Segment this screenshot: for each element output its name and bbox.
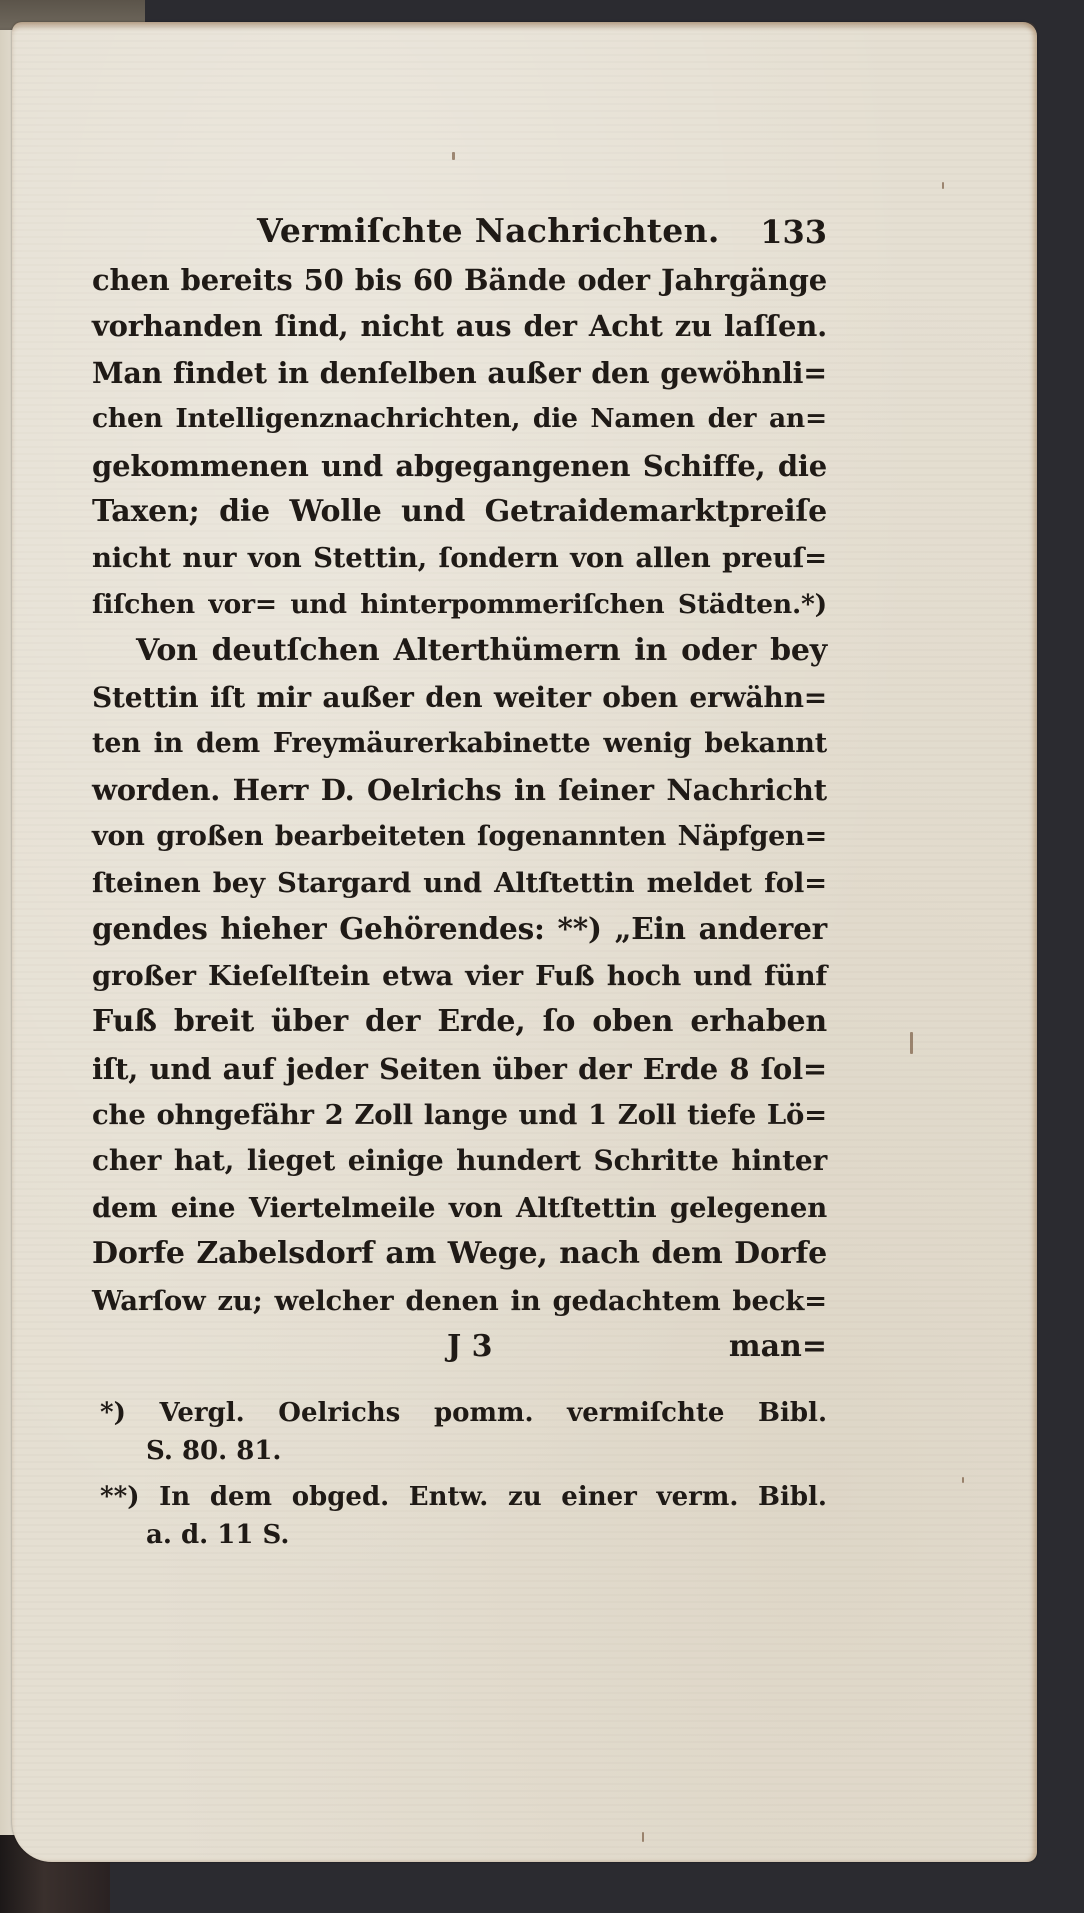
footnote-line: a. d. 11 S. xyxy=(146,1519,290,1550)
text-line: großer Kieſelſtein etwa vier Fuß hoch und fünf xyxy=(92,959,827,992)
footnote-line: *) Vergl. Oelrichs pomm. vermiſchte Bibl. xyxy=(100,1397,827,1428)
text-line: Dorfe Zabelsdorf am Wege, nach dem Dorfe xyxy=(92,1236,827,1272)
paragraph-start-line: Von deutſchen Alterthümern in oder bey xyxy=(136,633,827,669)
text-line: ten in dem Freymäurerkabinette wenig bekannt xyxy=(92,727,827,759)
text-line: Stettin iſt mir außer den weiter oben erwähn= xyxy=(92,680,827,714)
text-line: iſt, und auf jeder Seiten über der Erde 8 ſol= xyxy=(92,1051,827,1086)
text-line: vorhanden ſind, nicht aus der Acht zu laſſen. xyxy=(92,309,827,344)
body-text xyxy=(92,257,827,1324)
text-line: gendes hieher Gehörendes: **) „Ein anderer xyxy=(92,911,827,947)
paper-speck xyxy=(962,1477,964,1483)
text-line: dem eine Viertelmeile von Altſtettin gelegenen xyxy=(92,1191,827,1224)
catchline xyxy=(92,1324,827,1370)
text-line: nicht nur von Stettin, ſondern von allen preuſ= xyxy=(92,542,827,575)
text-line: ſteinen bey Stargard und Altſtettin meldet fol= xyxy=(92,867,827,900)
footnote-line: **) In dem obged. Entw. zu einer verm. Bibl. xyxy=(100,1481,827,1512)
text-line: Taxen; die Wolle und Getraidemarktpreiſe xyxy=(92,493,827,529)
text-line: Man findet in denſelben außer den gewöhnli= xyxy=(92,355,827,390)
book-page xyxy=(12,22,1037,1862)
paper-speck xyxy=(910,1032,913,1054)
text-line: cher hat, lieget einige hundert Schritte hinter xyxy=(92,1144,827,1178)
page-edge-shading xyxy=(12,22,1037,32)
running-head xyxy=(92,197,827,257)
text-block xyxy=(92,197,827,1562)
paper-speck xyxy=(942,182,944,189)
text-line: chen bereits 50 bis 60 Bände oder Jahrgänge xyxy=(92,263,827,297)
signature-mark: J 3 xyxy=(447,1328,493,1364)
page-number: 133 xyxy=(760,213,827,251)
text-line: chen Intelligenznachrichten, die Namen der an= xyxy=(92,403,827,435)
text-line: von großen bearbeiteten ſogenannten Näpfgen= xyxy=(92,820,827,852)
text-line: Fuß breit über der Erde, ſo oben erhaben xyxy=(92,1004,827,1040)
footnote-line: S. 80. 81. xyxy=(146,1435,282,1466)
footnotes xyxy=(92,1394,827,1554)
text-line: worden. Herr D. Oelrichs in ſeiner Nachricht xyxy=(92,773,827,808)
text-line: Warſow zu; welcher denen in gedachtem beck= xyxy=(92,1284,827,1317)
paper-speck xyxy=(452,152,455,160)
catchword: man= xyxy=(728,1328,827,1364)
footnote xyxy=(100,1478,827,1554)
running-title: Vermiſchte Nachrichten. xyxy=(257,211,720,250)
text-line: ſiſchen vor= und hinterpommeriſchen Städten.*) xyxy=(92,588,827,620)
paper-speck xyxy=(642,1832,644,1842)
text-line: che ohngefähr 2 Zoll lange und 1 Zoll tiefe Lö= xyxy=(92,1099,827,1132)
footnote xyxy=(100,1394,827,1470)
text-line: gekommenen und abgegangenen Schiffe, die xyxy=(92,448,827,483)
